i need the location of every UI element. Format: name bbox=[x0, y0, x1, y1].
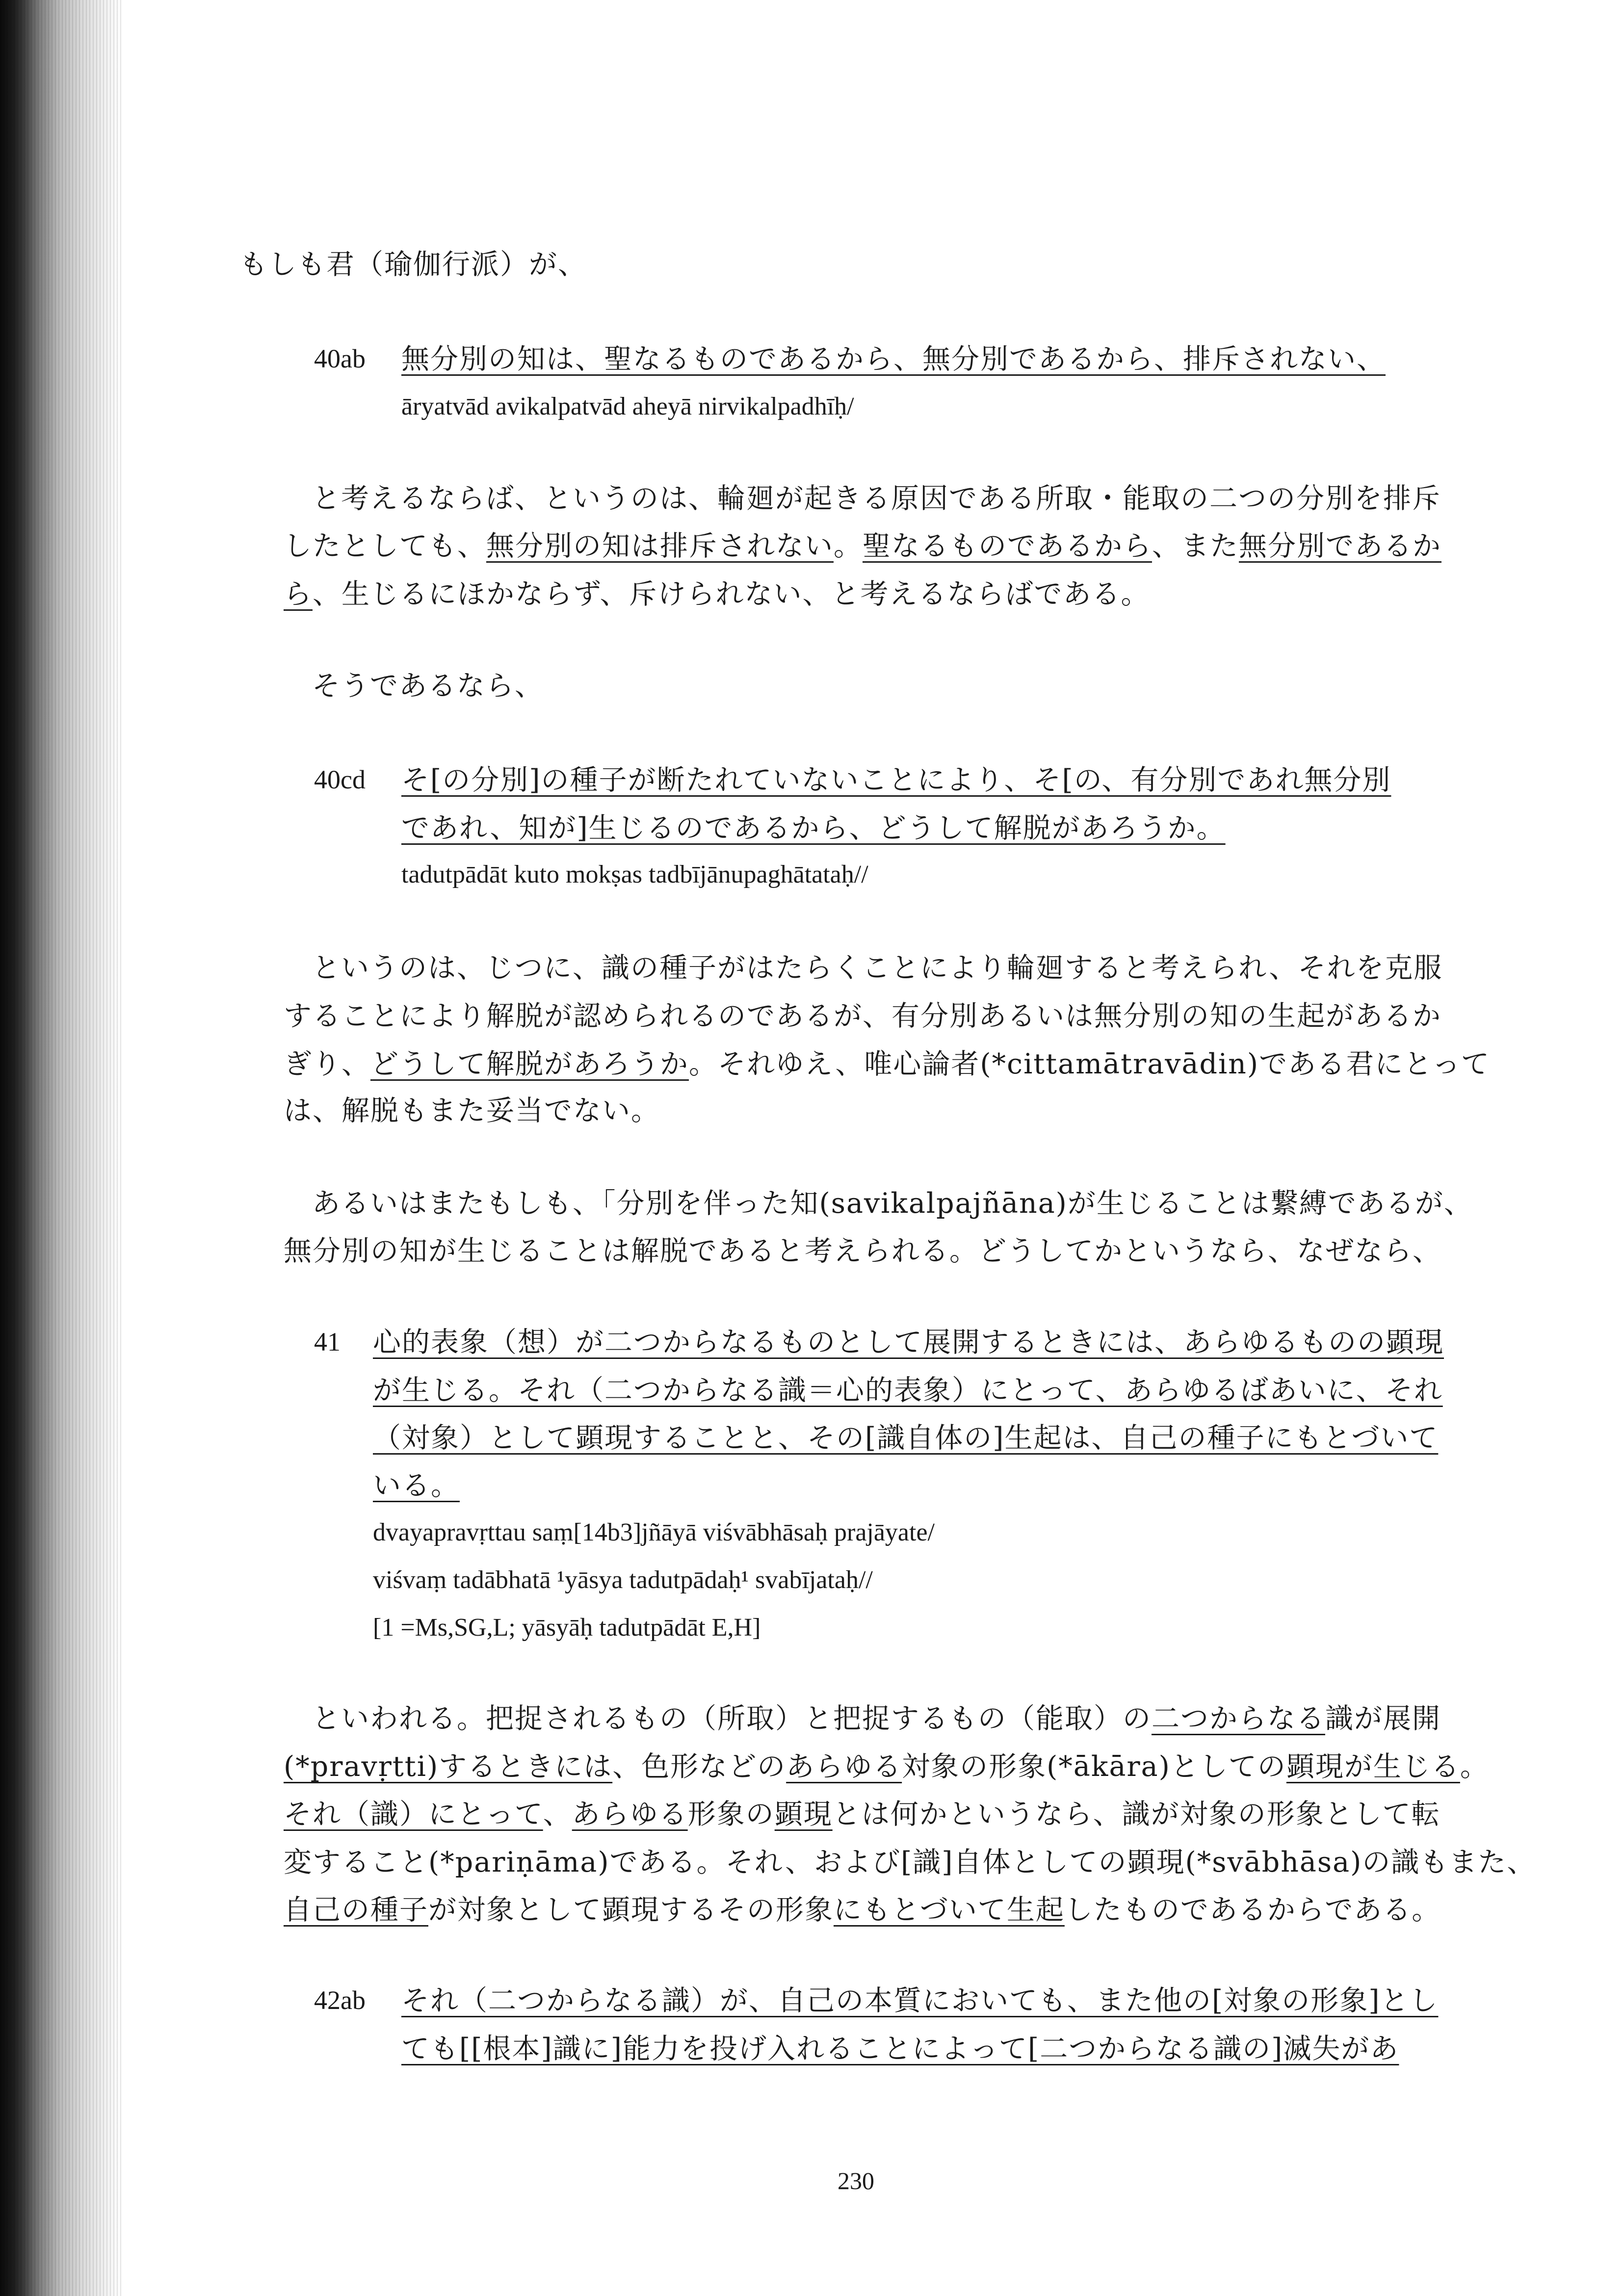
verse-41-line-1: 心的表象（想）が二つからなるものとして展開するときには、あらゆるものの顕現 bbox=[373, 1326, 1444, 1358]
verse-40ab-text: 無分別の知は、聖なるものであるから、無分別であるから、排斥されない、 bbox=[401, 343, 1386, 375]
underlined-span: あらゆる bbox=[572, 1798, 688, 1830]
text-span: したとしても、 bbox=[284, 530, 486, 562]
commentary-40cd-line-2: することにより解脱が認められるのであるが、有分別あるいは無分別の知の生起があるか bbox=[284, 1000, 1441, 1032]
verse-40cd-sanskrit: tadutpādāt kuto mokṣas tadbījānupaghātataḥ// bbox=[401, 861, 868, 888]
alternative-line-2: 無分別の知が生じることは解脱であると考えられる。どうしてかというなら、なぜなら、 bbox=[284, 1235, 1441, 1267]
verse-40ab-sanskrit: āryatvād avikalpatvād aheyā nirvikalpadhīḥ/ bbox=[401, 392, 854, 420]
transition-line: そうであるなら、 bbox=[312, 670, 544, 702]
text-span: 対象の形象(*ākāra)としての bbox=[902, 1750, 1286, 1783]
verse-40cd-label: 40cd bbox=[314, 765, 366, 794]
underlined-span: 顕現が生じる bbox=[1286, 1750, 1460, 1783]
commentary-41-line-3 bbox=[284, 1800, 1441, 1828]
verse-40cd-line-1: そ[の分別]の種子が断たれていないことにより、そ[の、有分別であれ無分別 bbox=[401, 764, 1391, 796]
verse-41-line-3: （対象）として顕現することと、その[識自体の]生起は、自己の種子にもとづいて bbox=[373, 1422, 1439, 1454]
underlined-span: 自己の種子 bbox=[284, 1894, 428, 1926]
underlined-span: それ（識）にとって bbox=[284, 1798, 543, 1830]
commentary-40cd-line-4: は、解脱もまた妥当でない。 bbox=[284, 1095, 660, 1127]
underlined-span: 無分別であるか bbox=[1239, 530, 1441, 562]
text-span: 。 bbox=[834, 530, 863, 562]
verse-41-variant-note: [1 =Ms,SG,L; yāsyāḥ tadutpādāt E,H] bbox=[373, 1614, 761, 1642]
text-span: 識が展開 bbox=[1325, 1702, 1441, 1735]
text-span: したものであるからである。 bbox=[1064, 1894, 1441, 1926]
commentary-40ab-line-3 bbox=[284, 580, 1150, 608]
alternative-line-1: あるいはまたもしも、「分別を伴った知(savikalpajñāna)が生じることは繋縛であるが、 bbox=[312, 1187, 1473, 1220]
intro-line: もしも君（瑜伽行派）が、 bbox=[239, 248, 587, 281]
verse-41-sanskrit-2: viśvaṃ tadābhatā ¹yāsya tadutpādaḥ¹ svabījataḥ// bbox=[373, 1566, 873, 1594]
verse-42ab-label: 42ab bbox=[314, 1985, 366, 2015]
text-span: 、色形などの bbox=[612, 1750, 786, 1783]
verse-41-label: 41 bbox=[314, 1327, 341, 1357]
underlined-span: 二つからなる bbox=[1152, 1702, 1325, 1735]
commentary-41-line-5 bbox=[284, 1896, 1441, 1924]
underlined-span: (*pravṛtti)するときには bbox=[284, 1750, 613, 1783]
text-span: 、生じるにほかならず、斥けられない、と考えるならばである。 bbox=[313, 578, 1150, 610]
text-span: とは何かというなら、識が対象の形象として転 bbox=[832, 1798, 1441, 1830]
underlined-span: 無分別の知は排斥されない bbox=[486, 530, 834, 562]
underlined-span: ら bbox=[284, 578, 313, 610]
commentary-40ab-line-2 bbox=[284, 532, 1441, 560]
commentary-40ab-line-1: と考えるならば、というのは、輪廻が起きる原因である所取・能取の二つの分別を排斥 bbox=[312, 482, 1441, 515]
underlined-span: 聖なるものであるから bbox=[863, 530, 1152, 562]
text-span: といわれる。把捉されるもの（所取）と把捉するもの（能取）の bbox=[312, 1702, 1152, 1735]
page-number: 230 bbox=[838, 2167, 874, 2194]
verse-42ab-line-1: それ（二つからなる識）が、自己の本質においても、また他の[対象の形象]とし bbox=[401, 1984, 1439, 2017]
verse-41-sanskrit-1: dvayapravṛttau saṃ[14b3]jñāyā viśvābhāsaḥ prajāyate/ bbox=[373, 1518, 935, 1546]
text-span: ぎり、 bbox=[284, 1048, 370, 1080]
commentary-41-line-4: 変すること(*pariṇāma)である。それ、および[識]自体としての顕現(*svābhāsa)の識もまた、 bbox=[284, 1846, 1536, 1879]
commentary-40cd-line-3 bbox=[284, 1050, 1490, 1078]
text-span: 、 bbox=[543, 1798, 572, 1830]
underlined-span: 顕現 bbox=[774, 1798, 833, 1830]
verse-42ab-line-2: ても[[根本]識に]能力を投げ入れることによって[二つからなる識の]滅失があ bbox=[401, 2033, 1399, 2065]
text-span: 形象の bbox=[687, 1798, 775, 1830]
commentary-41-line-1 bbox=[312, 1702, 1441, 1735]
underlined-span: にもとづいて生起 bbox=[834, 1894, 1065, 1926]
commentary-40cd-line-1: というのは、じつに、識の種子がはたらくことにより輪廻すると考えられ、それを克服 bbox=[312, 952, 1443, 984]
text-span: が対象として顕現するその形象 bbox=[428, 1894, 834, 1926]
underlined-span: あらゆる bbox=[786, 1750, 902, 1783]
text-span: 。それゆえ、唯心論者(*cittamātravādin)である君にとって bbox=[689, 1048, 1490, 1080]
verse-40cd-line-2: であれ、知が]生じるのであるから、どうして解脱があろうか。 bbox=[401, 812, 1226, 844]
verse-41-line-4: いる。 bbox=[373, 1469, 460, 1502]
underlined-span: どうして解脱があろうか bbox=[370, 1048, 689, 1080]
text-span: 。 bbox=[1460, 1750, 1489, 1783]
text-span: 、また bbox=[1152, 530, 1239, 562]
commentary-41-line-2 bbox=[284, 1750, 1489, 1783]
verse-41-line-2: が生じる。それ（二つからなる識＝心的表象）にとって、あらゆるばあいに、それ bbox=[373, 1374, 1443, 1407]
verse-40ab-label: 40ab bbox=[314, 344, 366, 373]
